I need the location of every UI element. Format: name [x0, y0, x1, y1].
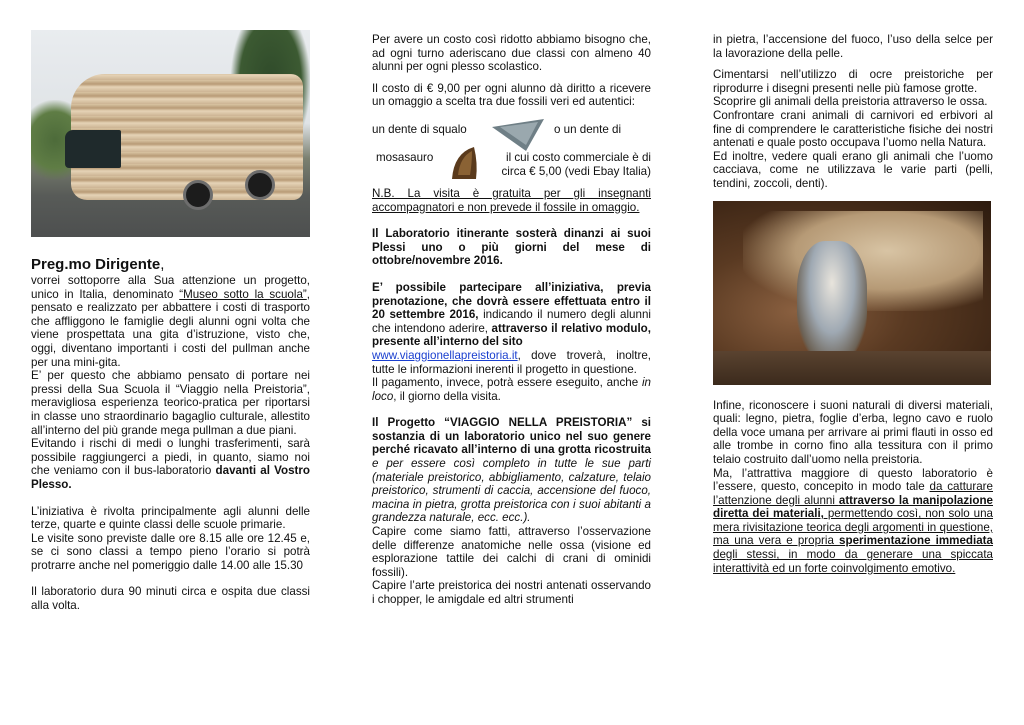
paragraph: Il Progetto “VIAGGIO NELLA PREISTORIA” si sostanzia di un laboratorio unico nel suo genere perché ricavato all’interno di una grotta ricostruita e per essere così completo in tutte le sue parti (materiale preistorico, abbigliamento, calzature, telaio preistorico, strumenti di caccia, accensione del fuoco, macina in pietra, grotta preistorica con i suoi abitanti a grandezza naturale, ecc. ecc.).	[372, 416, 651, 525]
paragraph: Ed inoltre, vedere quali erano gli animali che l’uomo cacciava, come ne utilizzava le varie parti (pelli, tendini, zoccoli, denti).	[713, 149, 993, 190]
website-link[interactable]: www.viaggionellapreistoria.it	[372, 348, 518, 362]
paragraph: Scoprire gli animali della preistoria attraverso le ossa.	[713, 95, 988, 109]
shark-tooth-label: un dente di squalo	[372, 122, 467, 136]
paragraph: Evitando i rischi di medi o lunghi trasferimenti, sarà possibile raggiungerci a piedi, in quanto, siamo noi che veniamo con il bus-laboratorio davanti al Vostro Plesso.	[31, 437, 310, 491]
paragraph: Confrontare crani animali di carnivori ed erbivori al fine di comprendere le caratteristiche fisiche dei nostri antenati e quale posto occupava l’uomo nella Natura.	[713, 108, 993, 150]
nb-note: N.B. La visita è gratuita per gli insegnanti accompagnatori e non prevede il fossile in omaggio.	[372, 186, 651, 214]
paragraph: Il pagamento, invece, potrà essere eseguito, anche in loco, il giorno della visita.	[372, 376, 651, 403]
paragraph: in pietra, l’accensione del fuoco, l’uso della selce per la lavorazione della pelle.	[713, 33, 993, 60]
paragraph: Capire l’arte preistorica dei nostri antenati osservando i chopper, le amigdale ed altri strumenti	[372, 579, 651, 606]
paragraph: Il Laboratorio itinerante sosterà dinanzi ai suoi Plessi uno o più giorni del mese di ottobre/novembre 2016.	[372, 227, 651, 268]
paragraph: Per avere un costo così ridotto abbiamo bisogno che, ad ogni turno aderiscano due classi con almeno 40 alunni per ogni plesso scolastico.	[372, 33, 651, 74]
bus-laboratorio-photo	[31, 30, 310, 237]
paragraph: Infine, riconoscere i suoni naturali di diversi materiali, quali: legno, pietra, foglie d’erba, legno cavo e ruolo della voce umana per arrivare ai primi flauti in osso ed alle trombe in corno fino alla tessitura con il primo telaio costruito dall’uomo nella preistoria.	[713, 398, 993, 466]
cave-floor-shape	[713, 351, 991, 385]
mosasaur-tooth-label: o un dente di	[554, 122, 622, 136]
shark-tooth-icon	[490, 117, 546, 153]
column-right	[713, 33, 993, 575]
greeting-heading: Preg.mo Dirigente,	[31, 256, 165, 273]
column-middle	[372, 33, 651, 607]
intro-paragraph: vorrei sottoporre alla Sua attenzione un progetto, unico in Italia, denominato “Museo sotto la scuola”, pensato e realizzato per abbattere i costi di trasporto che affliggono le famiglie degli alunni ogni volta che viene prospettata una gita d’istruzione, visto che, oggi, diventano importanti i costi del pullman anche per una mini-gita.	[31, 274, 310, 369]
paragraph: Le visite sono previste dalle ore 8.15 alle ore 12.45 e, se ci sono classi a tempo pieno l’orario si potrà protrarre anche nel pomeriggio dalle 14.00 alle 15.30	[31, 531, 310, 572]
paragraph: E’ possibile partecipare all’iniziativa, previa prenotazione, che dovrà essere effettuata entro il 20 settembre 2016, indicando il numero degli alunni che intendono aderire, attraverso il relativo modulo, presente all’interno del sito www.viaggionellapreistoria.it, dove troverà, inoltre, tutte le informazioni inerenti il progetto in questione.	[372, 280, 651, 376]
bus-wheel-shape	[183, 180, 213, 210]
paragraph: Capire come siamo fatti, attraverso l’osservazione delle differenze anatomiche nelle ossa (visione ed esplorazione tattile dei calchi di crani di ominidi fossili).	[372, 525, 651, 579]
caveman-figure-shape	[797, 241, 867, 361]
bus-wheel-shape	[245, 170, 275, 200]
museo-sotto-la-scuola-link: “Museo sotto la scuola”	[179, 287, 307, 301]
mosasaur-label: mosasauro	[376, 150, 434, 164]
tooth-cost-note: il cui costo commerciale è di circa € 5,00 (vedi Ebay Italia)	[501, 150, 651, 178]
paragraph: Il costo di € 9,00 per ogni alunno dà diritto a ricevere un omaggio a scelta tra due fossili veri ed autentici:	[372, 81, 651, 109]
paragraph: Il laboratorio dura 90 minuti circa e ospita due classi alla volta.	[31, 585, 310, 613]
paragraph: Ma, l’attrattiva maggiore di questo laboratorio è l’essere, questo, concepito in modo tale da catturare l’attenzione degli alunni attraverso la manipolazione diretta dei materiali, permettendo così, non solo una mera rivisitazione teorica degli argomenti in questione, ma una vera e propria sperimentazione immediata degli stessi, in modo da generare una spiccata interattività ed un forte coinvolgimento emotivo.	[713, 466, 993, 575]
paragraph: E’ per questo che abbiamo pensato di portare nei pressi della Sua Scuola il “Viaggio nella Preistoria”, meravigliosa esperienza teorico-pratica per riportarsi in classe uno straordinario bagaglio culturale, allestito all’interno del più grande mega pullman a due piani.	[31, 369, 310, 437]
fossil-gift-block	[372, 117, 651, 179]
column-left	[31, 30, 310, 613]
mosasaur-tooth-icon	[448, 145, 482, 181]
bus-windshield-shape	[65, 130, 121, 168]
paragraph: Cimentarsi nell’utilizzo di ocre preistoriche per riprodurre i disegni presenti nelle più famose grotte.	[713, 68, 993, 95]
paragraph: L’iniziativa è rivolta principalmente agli alunni delle terze, quarte e quinte classi delle scuole primarie.	[31, 504, 310, 532]
prehistoric-cave-photo	[713, 201, 991, 385]
